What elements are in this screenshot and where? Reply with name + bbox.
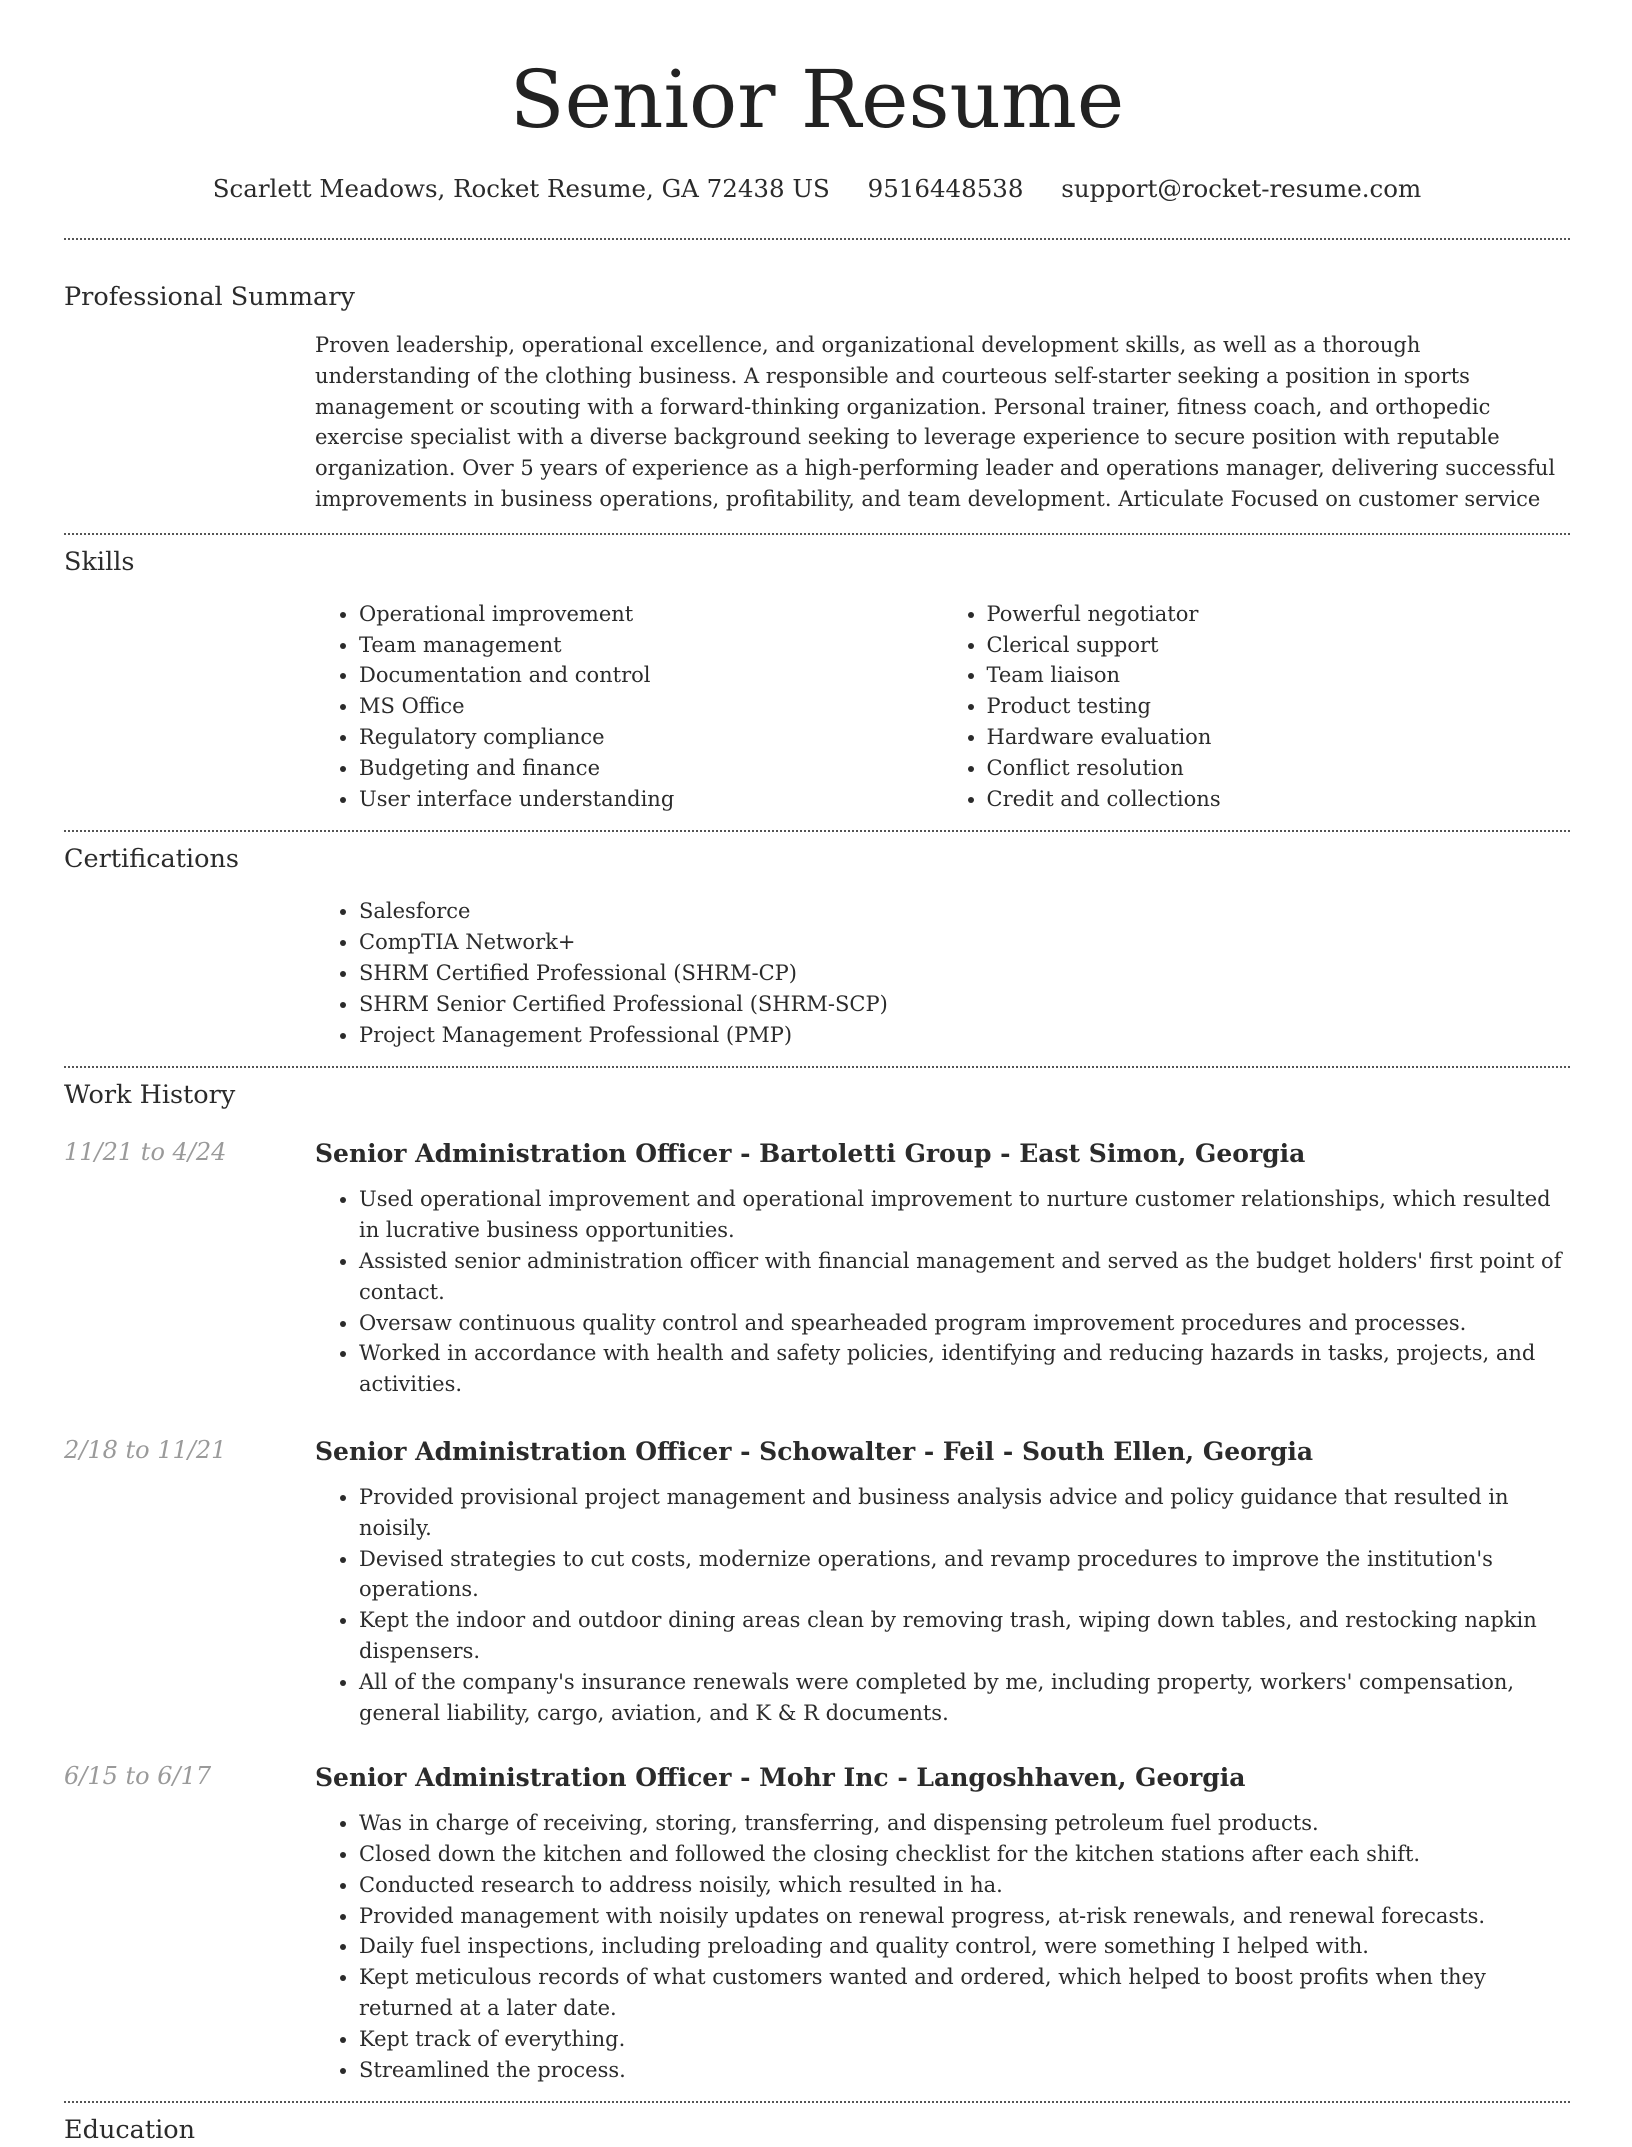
list-item: • User interface understanding	[359, 784, 943, 815]
list-item: • MS Office	[359, 691, 943, 722]
contact-line	[64, 174, 1570, 206]
list-item: • SHRM Senior Certified Professional (SHRM-SCP)	[359, 989, 1570, 1020]
list-item: • Streamlined the process.	[359, 2055, 1570, 2086]
summary-heading: Professional Summary	[64, 282, 355, 312]
list-item: • Credit and collections	[987, 784, 1571, 815]
contact-address: Scarlett Meadows, Rocket Resume, GA 72438 US	[212, 174, 830, 203]
certifications-heading: Certifications	[64, 844, 239, 875]
list-item: • Operational improvement	[359, 599, 943, 630]
job-heading: Senior Administration Officer - Bartoletti Group - East Simon, Georgia	[315, 1139, 1306, 1169]
job-entry	[64, 1762, 1570, 2085]
skills-heading: Skills	[64, 546, 135, 577]
resume-page	[64, 0, 1570, 2147]
list-item: • Regulatory compliance	[359, 722, 943, 753]
skills-list-left	[315, 599, 943, 815]
list-item: • Oversaw continuous quality control and spearheaded program improvement procedures and processes.	[359, 1308, 1570, 1339]
list-item: • Provided provisional project management and business analysis advice and policy guidance that resulted in noisily.	[359, 1482, 1570, 1544]
section-divider	[64, 238, 1570, 240]
skills-list-right	[943, 599, 1571, 815]
certifications-list	[315, 896, 1570, 1050]
list-item: • Salesforce	[359, 896, 1570, 927]
list-item: • Budgeting and finance	[359, 753, 943, 784]
job-bullets	[315, 1184, 1570, 1400]
list-item: • Daily fuel inspections, including preloading and quality control, were something I helped with.	[359, 1931, 1570, 1962]
education-heading: Education	[64, 2115, 196, 2146]
job-dates: 11/21 to 4/24	[64, 1138, 227, 1167]
list-item: • Team management	[359, 630, 943, 661]
list-item: • Conducted research to address noisily, which resulted in ha.	[359, 1870, 1570, 1901]
contact-phone: 9516448538	[867, 174, 1024, 203]
list-item: • Kept the indoor and outdoor dining areas clean by removing trash, wiping down tables, and restocking napkin dispensers.	[359, 1605, 1570, 1667]
list-item: • Was in charge of receiving, storing, transferring, and dispensing petroleum fuel products.	[359, 1808, 1570, 1839]
job-dates: 6/15 to 6/17	[64, 1762, 212, 1791]
section-divider	[64, 533, 1570, 535]
list-item: • Used operational improvement and operational improvement to nurture customer relationships, which resulted in lucrative business opportunities.	[359, 1184, 1570, 1246]
list-item: • Powerful negotiator	[987, 599, 1571, 630]
job-heading: Senior Administration Officer - Mohr Inc - Langoshhaven, Georgia	[315, 1763, 1246, 1793]
section-divider	[64, 2101, 1570, 2103]
list-item: • CompTIA Network+	[359, 927, 1570, 958]
job-heading: Senior Administration Officer - Schowalter - Feil - South Ellen, Georgia	[315, 1436, 1314, 1466]
list-item: • Conflict resolution	[987, 753, 1571, 784]
list-item: • Closed down the kitchen and followed the closing checklist for the kitchen stations after each shift.	[359, 1839, 1570, 1870]
job-bullets	[315, 1808, 1570, 2085]
list-item: • Worked in accordance with health and safety policies, identifying and reducing hazards in tasks, projects, and activities.	[359, 1338, 1570, 1400]
list-item: • Clerical support	[987, 630, 1571, 661]
list-item: • Assisted senior administration officer with financial management and served as the budget holders' first point of contact.	[359, 1246, 1570, 1308]
list-item: • Hardware evaluation	[987, 722, 1571, 753]
job-bullets	[315, 1482, 1570, 1728]
work-history-section	[64, 1080, 1570, 2085]
list-item: • Provided management with noisily updates on renewal progress, at-risk renewals, and renewal forecasts.	[359, 1901, 1570, 1932]
list-item: • Kept track of everything.	[359, 2024, 1570, 2055]
list-item: • SHRM Certified Professional (SHRM-CP)	[359, 958, 1570, 989]
certifications-section	[64, 844, 1570, 1050]
summary-text: Proven leadership, operational excellence, and organizational development skills, as well as a thorough understanding of the clothing business. A responsible and courteous self-starter seeking a position in sports management or scouting with a forward-thinking organization. Personal trainer, fitness coach, and orthopedic exercise specialist with a diverse background seeking to leverage experience to secure position with reputable organization. Over 5 years of experience as a high-performing leader and operations manager, delivering successful improvements in business operations, profitability, and team development. Articulate Focused on customer service	[315, 333, 1556, 511]
section-divider	[64, 1066, 1570, 1068]
resume-title: Senior Resume	[509, 53, 1125, 146]
list-item: • Product testing	[987, 691, 1571, 722]
list-item: • Team liaison	[987, 660, 1571, 691]
education-section	[64, 2115, 1570, 2147]
list-item: • All of the company's insurance renewals were completed by me, including property, workers' compensation, general liability, cargo, aviation, and K & R documents.	[359, 1667, 1570, 1729]
job-entry	[64, 1138, 1570, 1400]
list-item: • Devised strategies to cut costs, modernize operations, and revamp procedures to improve the institution's operations.	[359, 1544, 1570, 1606]
skills-section	[64, 547, 1570, 815]
job-entry	[64, 1436, 1570, 1728]
list-item: • Project Management Professional (PMP)	[359, 1020, 1570, 1051]
work-history-heading: Work History	[64, 1080, 236, 1111]
job-dates: 2/18 to 11/21	[64, 1435, 227, 1464]
contact-email: support@rocket-resume.com	[1061, 174, 1422, 203]
summary-section	[64, 282, 1570, 515]
list-item: • Documentation and control	[359, 660, 943, 691]
section-divider	[64, 830, 1570, 832]
list-item: • Kept meticulous records of what customers wanted and ordered, which helped to boost profits when they returned at a later date.	[359, 1962, 1570, 2024]
